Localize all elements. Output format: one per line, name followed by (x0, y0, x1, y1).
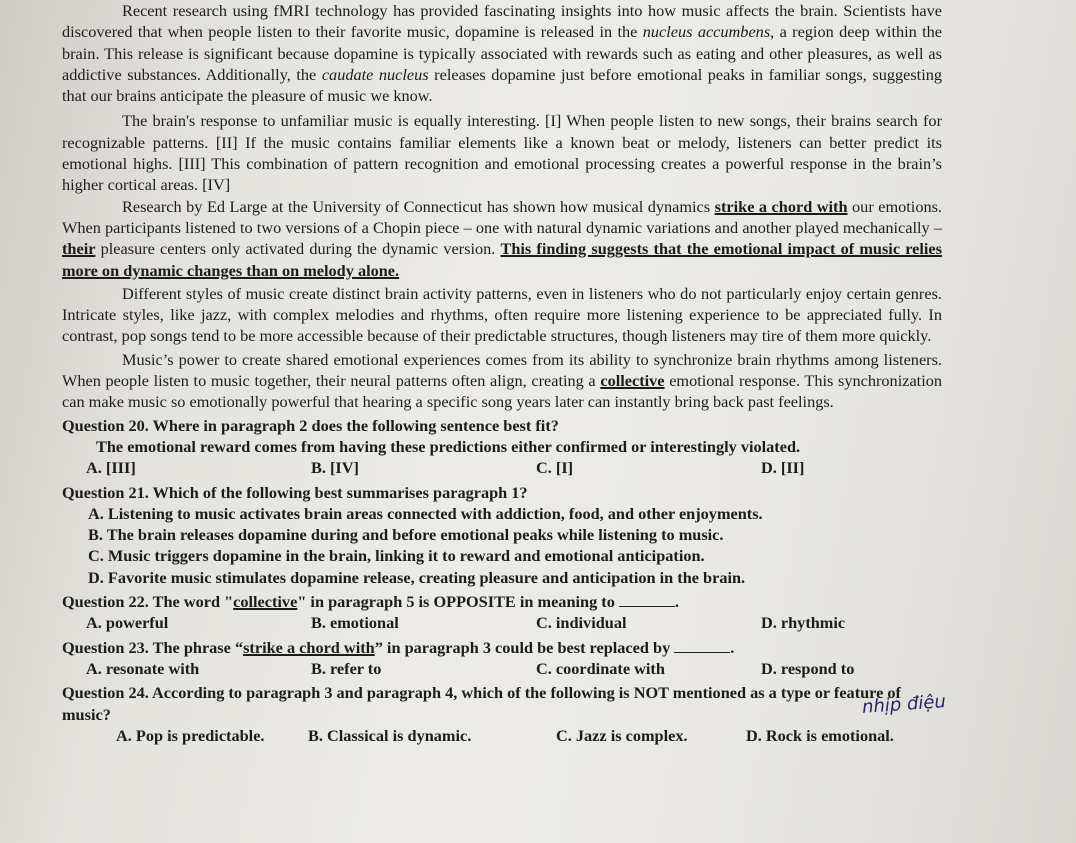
term-caudate-nucleus: caudate nucleus (321, 64, 429, 84)
term-nucleus-accumbens: nucleus accumbens (642, 22, 771, 42)
question-23-options (62, 658, 942, 679)
question-22-stem: Question 22. The word "collective" in paragraph 5 is OPPOSITE in meaning to . (62, 592, 679, 612)
word-their: their (62, 239, 96, 259)
question-24-options (62, 725, 942, 746)
option-b[interactable]: B. The brain releases dopamine during and before emotional peaks while listening to music. (88, 525, 724, 545)
option-c[interactable]: C. Jazz is complex. (556, 725, 688, 745)
question-23-stem: Question 23. The phrase “strike a chord with” in paragraph 3 could be best replaced by . (62, 637, 735, 657)
option-d[interactable]: D. Rock is emotional. (746, 725, 894, 745)
option-c[interactable]: C. individual (536, 613, 627, 633)
option-d[interactable]: D. [II] (761, 458, 805, 478)
question-21-stem: Question 21. Which of the following best summarises paragraph 1? (62, 482, 528, 502)
option-a[interactable]: A. Pop is predictable. (116, 725, 265, 745)
paragraph-5: Music’s power to create shared emotional experiences comes from its ability to synchronize brain rhythms among listeners. When people listen to music together, their neural patterns often align, creating a collective emotional response. This synchronization can make music so emotionally powerful that hearing a specific song years later can instantly bring back past feelings. (62, 349, 942, 412)
question-23 (62, 637, 942, 680)
option-d[interactable]: D. respond to (761, 658, 855, 678)
question-20-options (62, 457, 942, 478)
option-b[interactable]: B. [IV] (311, 458, 359, 478)
question-20-sentence: The emotional reward comes from having these predictions either confirmed or interestingly violated. (96, 436, 801, 456)
paragraph-4: Different styles of music create distinct brain activity patterns, even in listeners who do not particularly enjoy certain genres. Intricate styles, like jazz, with complex melodies and rhythms, often require more listening experience to be appreciated fully. In contrast, pop songs tend to be more accessible because of their predictable structures, though listeners may tire of them more quickly. (62, 283, 942, 346)
underlined-finding: This finding suggests that the emotional impact of music relies more on dynamic changes than on melody alone. (62, 239, 942, 280)
option-a[interactable]: A. Listening to music activates brain areas connected with addiction, food, and other enjoyments. (88, 503, 763, 523)
option-d[interactable]: D. Favorite music stimulates dopamine release, creating pleasure and anticipation in the brain. (88, 567, 746, 587)
paragraph-1: Recent research using fMRI technology has provided fascinating insights into how music affects the brain. Scientists have discovered that when people listen to their favorite music, dopamine is released in the nucleus accumbens, a region deep within the brain. This release is significant because dopamine is typically associated with rewards such as eating and other pleasures, as well as addictive substances. Additionally, the caudate nucleus releases dopamine just before emotional peaks in familiar songs, suggesting that our brains anticipate the pleasure of music we know. (62, 1, 943, 106)
phrase-strike-a-chord: strike a chord with (714, 196, 848, 216)
question-21 (62, 482, 942, 588)
answer-blank (619, 592, 675, 607)
answer-blank (674, 638, 730, 653)
word-collective: collective (600, 371, 665, 391)
question-24 (62, 682, 942, 746)
question-20 (62, 415, 942, 479)
question-22-options (62, 612, 942, 633)
option-a[interactable]: A. [III] (86, 458, 136, 478)
option-a[interactable]: A. resonate with (86, 658, 200, 678)
handwritten-note: nhịp điệu (861, 691, 947, 718)
option-c[interactable]: C. [I] (536, 458, 574, 478)
option-b[interactable]: B. Classical is dynamic. (308, 725, 472, 745)
question-24-stem: Question 24. According to paragraph 3 and paragraph 4, which of the following is NOT mentioned as a type or feature of music? (62, 683, 901, 724)
option-c[interactable]: C. Music triggers dopamine in the brain, linking it to reward and emotional anticipation. (88, 546, 705, 566)
paragraph-3: Research by Ed Large at the University of Connecticut has shown how musical dynamics strike a chord with our emotions. When participants listened to two versions of a Chopin piece – one with natural dynamic variations and another played mechanically – their pleasure centers only activated during the dynamic version. This finding suggests that the emotional impact of music relies more on dynamic changes than on melody alone. (62, 196, 943, 280)
worksheet-page (62, 0, 942, 746)
question-20-stem: Question 20. Where in paragraph 2 does the following sentence best fit? (62, 415, 559, 435)
option-d[interactable]: D. rhythmic (761, 613, 846, 633)
option-c[interactable]: C. coordinate with (536, 658, 665, 678)
option-a[interactable]: A. powerful (86, 613, 169, 633)
option-b[interactable]: B. refer to (311, 658, 382, 678)
option-b[interactable]: B. emotional (311, 613, 399, 633)
paragraph-2: The brain's response to unfamiliar music is equally interesting. [I] When people listen to new songs, their brains search for recognizable patterns. [II] If the music contains familiar elements like a known beat or melody, listeners can better predict its emotional highs. [III] This combination of pattern recognition and emotional processing creates a powerful response in the brain’s higher cortical areas. [IV] (62, 111, 942, 195)
question-22 (62, 591, 942, 634)
